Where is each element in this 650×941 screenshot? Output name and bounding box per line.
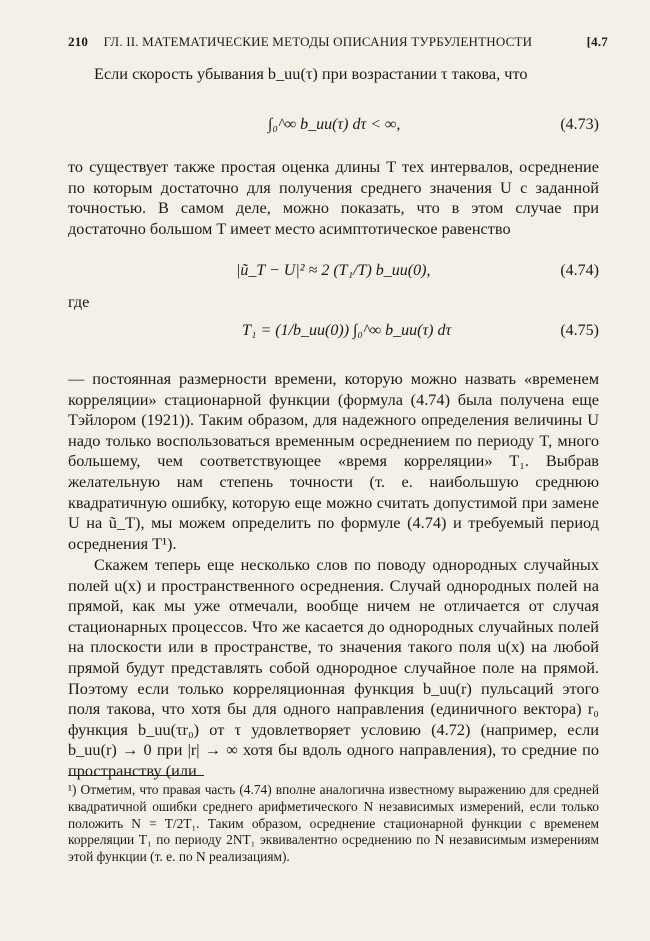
equation-number-4-73: (4.73) [560,116,599,133]
equation-4-74: |ũ_T − U|² ≈ 2 (T₁/T) b_uu(0), [236,262,431,279]
equation-4-73: ∫₀^∞ b_uu(τ) dτ < ∞, [268,116,401,133]
equation-number-4-75: (4.75) [560,322,599,339]
paragraph-estimate: то существует также простая оценка длины T тех интервалов, осреднение по которым достаточно для получения среднего значения U с заданной точностью. В самом деле, можно показать, что в этом случае при достаточно большом T имеет место асимптотическое равенство [68,157,599,238]
footnote: ¹) Отметим, что правая часть (4.74) вполне аналогична известному выражению для средней квадратичной ошибки среднего арифметического N независимых измерений, если только положить N = T/2T₁. Таким образом, осреднение стационарной функции с временем корреляции T₁ по периоду 2NT₁ эквивалентно осреднению по N независимым измерениям этой функции (т. е. по N реализациям). [68,782,599,865]
paragraph-homogeneous-fields: Скажем теперь еще несколько слов по поводу однородных случайных полей u(x) и пространственного осреднения. Случай однородных полей на прямой, как мы уже отмечали, вообще ничем не отличается от случая стационарных процессов. Что же касается до однородных случайных полей на плоскости или в пространстве, то значения такого поля u(x) на любой прямой будут представлять собой однородное случайное поле на прямой. Поэтому если только корреляционная функция b_uu(r) пульсаций этого поля такова, что хотя бы для одного направления (единичного вектора) r₀ функция b_uu(τr₀) от τ удовлетворяет условию (4.72) (например, если b_uu(r) → 0 при |r| → ∞ хотя бы вдоль одного направления), то средние по пространству (или [68,555,599,780]
paragraph-correlation-time: — постоянная размерности времени, которую можно назвать «временем корреляции» стационарной функции (формула (4.74) была получена еще Тэйлором (1921)). Таким образом, для надежного определения величины U надо только воспользоваться временным осреднением по периоду T, много большему, чем соответствующее «время корреляции» T₁. Выбрав желательную нам степень точности (т. е. наибольшую среднюю квадратичную ошибку, которую еще можно считать допустимой при замене U на ũ_T), мы можем определить по формуле (4.74) и требуемый период осреднения T¹). [68,369,599,553]
paragraph-intro: Если скорость убывания b_uu(τ) при возрастании τ такова, что [94,64,528,83]
where-label: где [68,292,90,311]
running-head [68,34,608,50]
page-number: 210 [68,34,89,49]
equation-number-4-74: (4.74) [560,262,599,279]
chapter-title: ГЛ. II. МАТЕМАТИЧЕСКИЕ МЕТОДЫ ОПИСАНИЯ ТУРБУЛЕНТНОСТИ [103,34,533,49]
equation-4-75: T₁ = (1/b_uu(0)) ∫₀^∞ b_uu(τ) dτ [242,322,452,339]
section-marker: [4.7 [586,34,608,49]
footnote-divider [68,775,204,776]
